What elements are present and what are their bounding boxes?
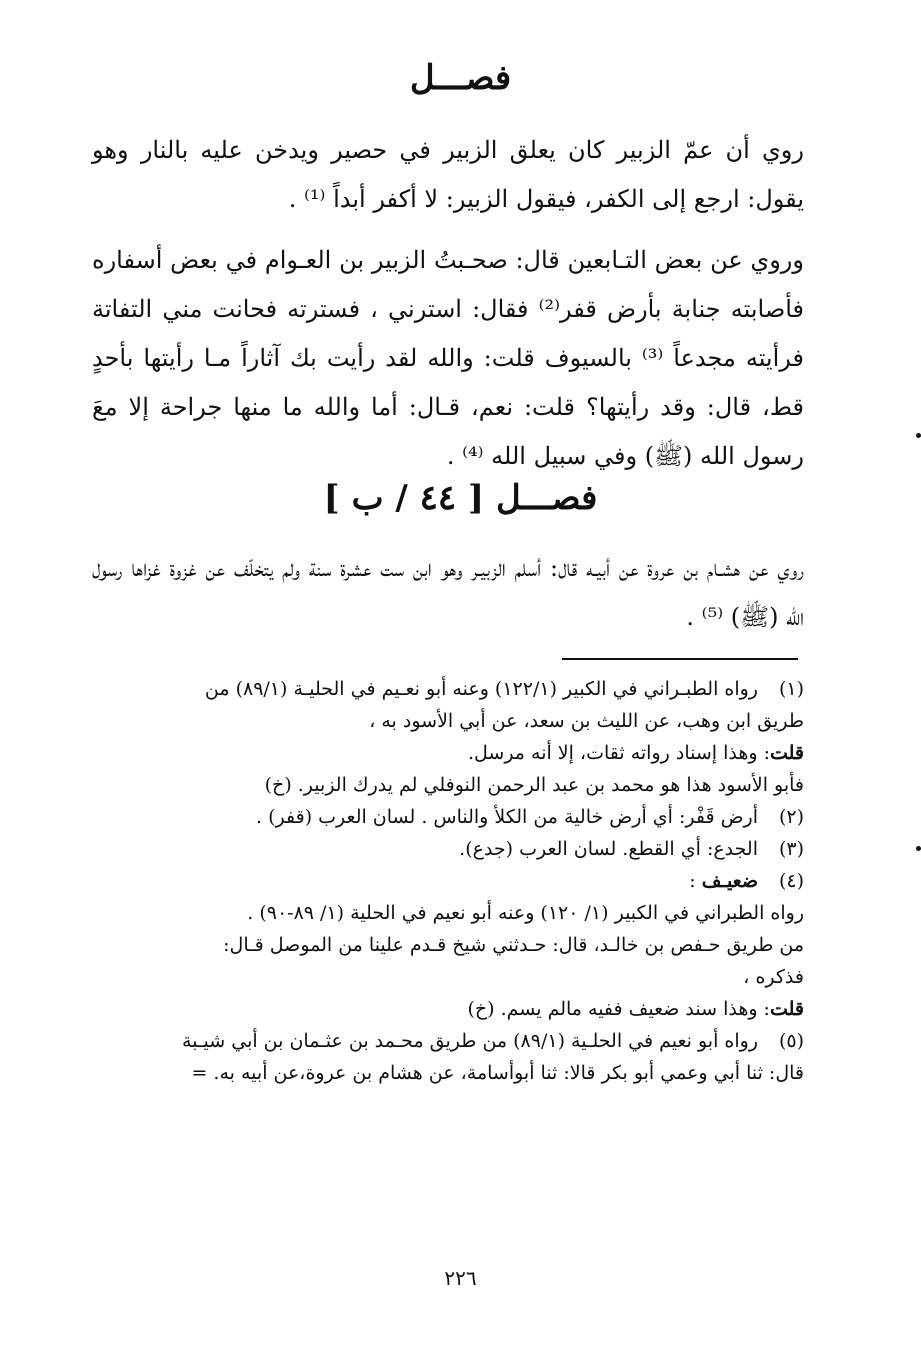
footnote-3-number: (٣) [778, 838, 804, 860]
page-number: ٢٢٦ [444, 1266, 477, 1290]
footnote-4-line-2: رواه الطبراني في الكبير (١/ ١٢٠) وعنه أبو نعيم في الحلية (١/ ٨٩-٩٠) . [247, 902, 804, 924]
footnote-5-line-2: قال: ثنا أبي وعمي أبو بكر قالا: ثنا أبوأسامة، عن هشام بن عروة،عن أبيه به. = [191, 1062, 804, 1084]
scan-mark-dot [916, 846, 921, 851]
footnote-2-number: (٢) [778, 806, 804, 828]
section-heading-2: فصـــل [ ٤٤ / ب ] [323, 478, 598, 518]
paragraph-3: روي عن هشـام بن عروة عن أبيـه قال: أسلم الزبيـر وهو ابن ست عشرة سنة ولم يتخلّف عن غزوة غزاها رسول الله (ﷺ) ⁽⁵⁾ . [92, 554, 804, 631]
footnote-2-text: أرض قَفْر: أي أرض خالية من الكلأ والناس . لسان العرب (قفر) . [256, 806, 758, 828]
footnote-4-qult: قلت [769, 998, 804, 1020]
footnote-1-note: : وهذا إسناد رواته ثقات، إلا أنه مرسل. [467, 742, 770, 764]
footnote-4-line-1 [76, 866, 804, 897]
footnote-4-number: (٤) [778, 870, 804, 892]
footnote-1-qult: قلت [769, 742, 804, 764]
footnote-4-line-4: فذكره ، [743, 966, 804, 988]
footnote-1-line-1 [76, 674, 804, 705]
paragraph-1: روي أن عمّ الزبير كان يعلق الزبير في حصير ويدخن عليه بالنار وهو يقول: ارجع إلى الكفر، فيقول الزبير: لا أكفر أبداً ⁽¹⁾ . [92, 136, 804, 213]
footnote-separator [562, 658, 798, 660]
footnote-4-line-3: من طريق حـفص بن خالـد، قال: حـدثني شيخ قـدم علينا من الموصل قـال: [223, 934, 804, 956]
footnote-3-text: الجدع: أي القطع. لسان العرب (جدع). [459, 838, 758, 860]
footnote-4-note: : وهذا سند ضعيف ففيه مالم يسم. (خ) [467, 998, 770, 1020]
section-heading-1: فصـــل [409, 58, 512, 98]
footnote-1-line-4: فأبو الأسود هذا هو محمد بن عبد الرحمن النوفلي لم يدرك الزبير. (خ) [264, 774, 804, 796]
footnote-5-number: (٥) [778, 1030, 804, 1052]
footnote-4-line-5 [76, 994, 850, 1025]
footnote-1-line-2: طريق ابن وهب، عن الليث بن سعد، عن أبي الأسود به ، [369, 710, 804, 732]
footnote-5-text: رواه أبو نعيم في الحلـية (٨٩/١) من طريق محـمد بن عثـمان بن أبي شيـبة [182, 1030, 758, 1052]
footnote-4-grade: ضعيـف [701, 870, 758, 892]
footnote-4-colon: : [689, 870, 702, 892]
paragraph-2: وروي عن بعض التـابعين قال: صحـبتُ الزبير بن العـوام في بعض أسفاره فأصابته جنابة بأرض قفر⁽²⁾ فقال: استرني ، فسترته فحانت مني التفاتة فرأيته مجدعاً ⁽³⁾ بالسيوف قلت: والله لقد رأيت بك آثاراً مـا رأيتها بأحدٍ قط، قال: وقد رأيتها؟ قلت: نعم، قـال: أما والله ما منها جراحة إلا معَ رسول الله (ﷺ) وفي سبيل الله ⁽⁴⁾ . [92, 246, 804, 470]
footnote-1-number: (١) [778, 678, 804, 700]
scan-mark-dot [916, 433, 921, 438]
footnote-1-line-3 [76, 738, 850, 769]
footnote-1-text: رواه الطبـراني في الكبير (١٢٢/١) وعنه أبو نعـيم في الحليـة (٨٩/١) من [204, 678, 758, 700]
footnote-2 [76, 802, 804, 833]
footnote-5-line-1 [76, 1026, 804, 1057]
footnote-3 [76, 834, 804, 865]
